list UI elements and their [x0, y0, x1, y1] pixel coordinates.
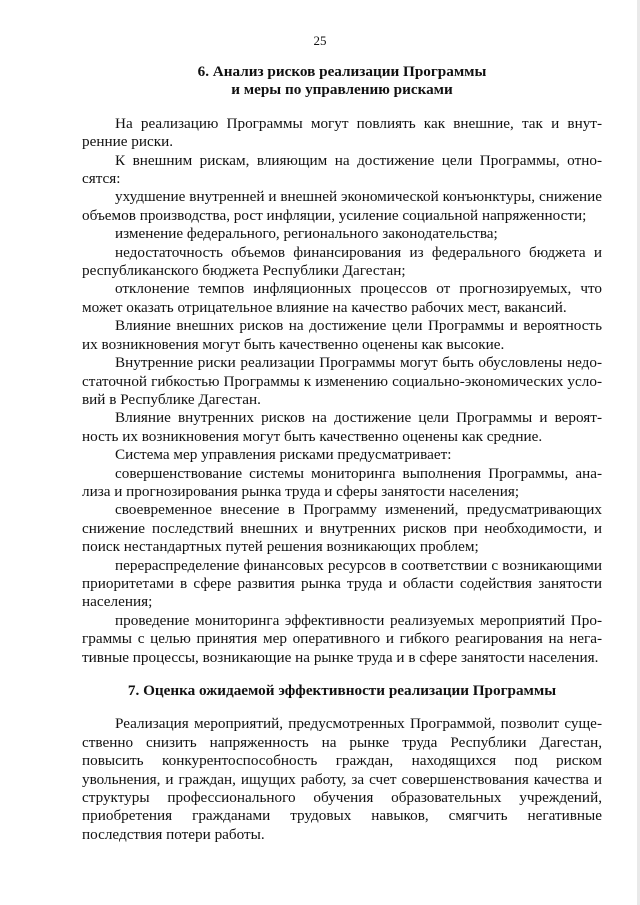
section-6-paragraph: Внутренние риски реализации Программы могут быть обусловлены недостаточной гибкостью Программы к изменению социально-экономических условий в Республике Дагестан. — [82, 354, 602, 408]
section-6-paragraph: К внешним рискам, влияющим на достижение цели Программы, относятся: — [82, 151, 602, 188]
section-6-paragraph: Влияние внутренних рисков на достижение цели Программы и вероятность их возникновения могут быть качественно оценены как средние. — [82, 409, 602, 445]
section-6-paragraph: ухудшение внутренней и внешней экономической конъюнктуры, снижение объемов производства, рост инфляции, усиление социальной напряженности; — [82, 188, 602, 224]
section-7-paragraph: Реализация мероприятий, предусмотренных Программой, позволит существенно снизить напряженность на рынке труда Республики Дагестан, повысить конкурентоспособность граждан, находящихся под риском увольнения, и граждан, ищущих работу, за счет совершенствования качества и структуры профессионального обучения образовательных учреждений, приобретения гражданами трудовых навыков, смягчить негативные последствия потери работы. — [82, 715, 602, 843]
section-6-paragraph: Система мер управления рисками предусматривает: — [115, 446, 452, 464]
section-6-paragraph: перераспределение финансовых ресурсов в соответствии с возникающими приоритетами в сфере развития рынка труда и области содействия занятости населения; — [82, 556, 602, 611]
section-6-paragraph: отклонение темпов инфляционных процессов от прогнозируемых, что может оказать отрицательное влияние на качество рабочих мест, вакансий. — [82, 280, 602, 316]
section-7-heading: 7. Оценка ожидаемой эффективности реализации Программы — [127, 682, 557, 699]
section-6-paragraph: Влияние внешних рисков на достижение цели Программы и вероятность их возникновения могут быть качественно оценены как высокие. — [82, 317, 602, 353]
section-6-paragraph: изменение федерального, регионального законодательства; — [115, 225, 498, 243]
section-6-heading-line-2: и меры по управлению рисками — [231, 81, 453, 99]
page-number: 25 — [313, 33, 327, 48]
section-6-paragraph: совершенствование системы мониторинга выполнения Программы, анализа и прогнозирования рынка труда и сферы занятости населения; — [82, 464, 602, 500]
page-body — [82, 63, 602, 844]
section-6-heading-line-1: 6. Анализ рисков реализации Программы — [197, 63, 487, 80]
section-6-paragraph: своевременное внесение в Программу изменений, предусматривающих снижение последствий внешних и внутренних рисков при необходимости, и поиск нестандартных путей решения возникающих проблем; — [82, 501, 602, 556]
section-6-paragraph: проведение мониторинга эффективности реализуемых мероприятий Программы с целью принятия мер оперативного и гибкого реагирования на негативные процессы, возникающие на рынке труда и в сфере занятости населения. — [82, 611, 602, 666]
section-6-paragraph: недостаточность объемов финансирования из федерального бюджета и республиканского бюджета Республики Дагестан; — [82, 243, 602, 280]
section-6-paragraph: На реализацию Программы могут повлиять как внешние, так и внутренние риски. — [82, 114, 602, 151]
section-6-heading — [82, 63, 602, 100]
